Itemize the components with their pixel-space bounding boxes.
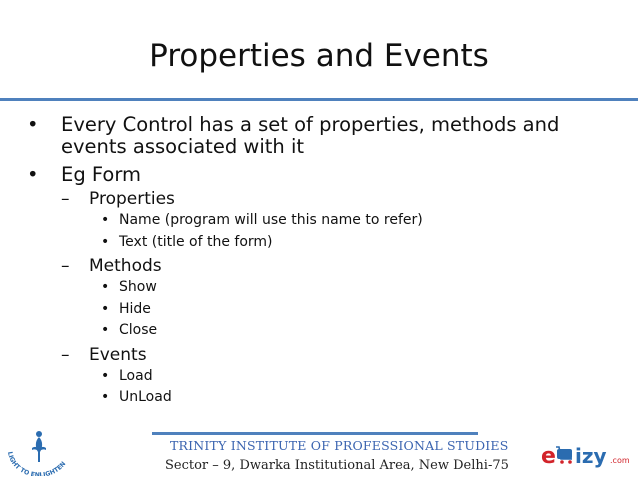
list-item-text: Name (program will use this name to refer) — [119, 212, 423, 228]
footer-address: Sector – 9, Dwarka Institutional Area, New Delhi-75 — [165, 458, 509, 473]
cart-logo-icon — [540, 440, 632, 470]
institute-logo-icon — [2, 428, 76, 476]
bullet-icon: • — [101, 233, 110, 250]
svg-text:LIGHT TO ENLIGHTEN — [6, 451, 67, 476]
ebizy-logo — [540, 440, 632, 470]
list-item-text: Load — [119, 367, 153, 384]
bullet-icon: • — [101, 367, 110, 384]
slide-content — [27, 114, 627, 409]
sub-bullet-text: Properties — [89, 189, 175, 209]
svg-text:e: e — [541, 444, 556, 469]
bullet-text: Every Control has a set of properties, methods and events associated with it — [61, 113, 560, 158]
list-item — [27, 277, 627, 299]
list-item — [27, 299, 627, 321]
list-item — [27, 320, 627, 342]
slide-title: Properties and Events — [149, 38, 489, 74]
list-item-text: Show — [119, 279, 157, 295]
sub-bullet-properties — [27, 188, 627, 210]
list-item — [27, 366, 627, 388]
bullet-icon: • — [101, 322, 110, 338]
title-underline — [0, 98, 638, 101]
list-item-text: UnLoad — [119, 389, 172, 405]
bullet-icon: • — [27, 113, 39, 136]
list-item-text: Hide — [119, 300, 151, 317]
bullet-icon: • — [101, 212, 110, 228]
dash-icon: – — [61, 189, 70, 209]
list-item — [27, 232, 627, 254]
list-item-text: Close — [119, 322, 158, 338]
list-item — [27, 387, 627, 409]
logo-motto: LIGHT TO ENLIGHTEN — [6, 451, 68, 476]
bullet-icon: • — [27, 163, 39, 186]
bullet-icon: • — [101, 389, 110, 405]
sub-bullet-text: Events — [89, 344, 147, 365]
bullet-eg-form — [27, 164, 627, 186]
footer-institute-name: TRINITY INSTITUTE OF PROFESSIONAL STUDIES — [170, 438, 509, 453]
list-item-text: Text (title of the form) — [119, 233, 273, 250]
list-item — [27, 210, 627, 232]
footer-rule — [152, 432, 478, 435]
bullet-icon: • — [101, 300, 110, 317]
sub-bullet-text: Methods — [89, 256, 162, 276]
bullet-text: Eg Form — [61, 163, 142, 186]
bullet-every-control — [27, 114, 627, 158]
bullet-icon: • — [101, 279, 110, 295]
dash-icon: – — [61, 256, 70, 276]
logo-suffix: .com — [610, 456, 630, 465]
dash-icon: – — [61, 344, 70, 365]
sub-bullet-methods — [27, 255, 627, 277]
sub-bullet-events — [27, 344, 627, 366]
svg-text:izy: izy — [575, 444, 607, 468]
